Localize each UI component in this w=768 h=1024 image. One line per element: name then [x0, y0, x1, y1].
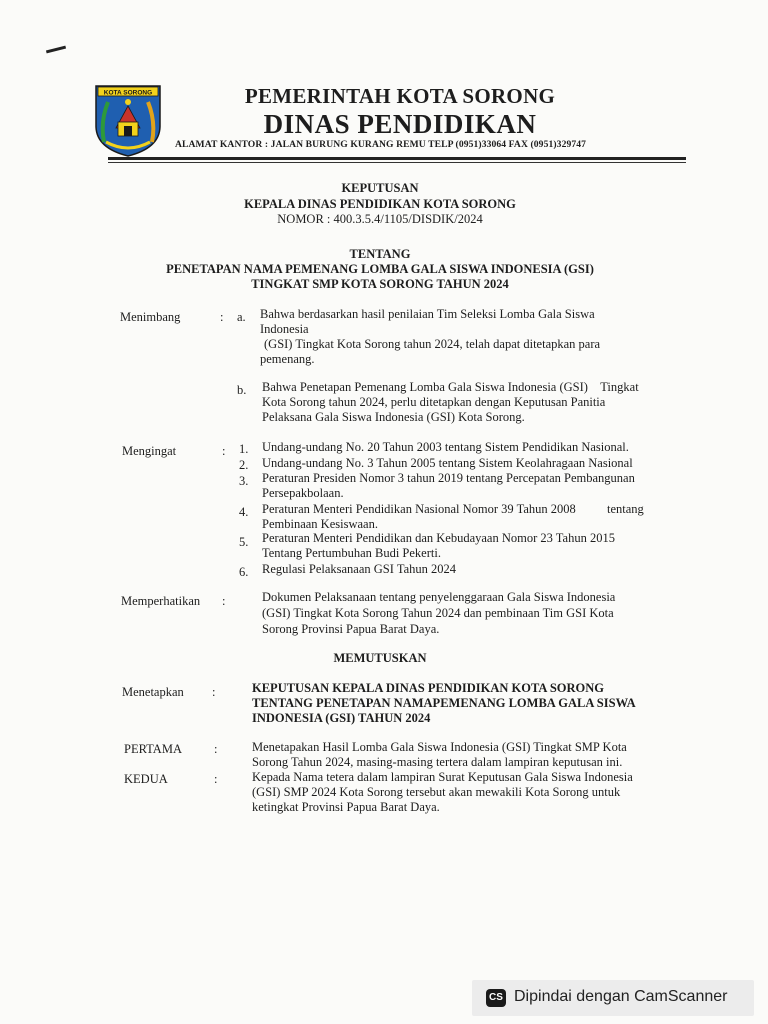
letterhead-address: ALAMAT KANTOR : JALAN BURUNG KURANG REMU TELP (0951)33064 FAX (0951)329747 — [175, 139, 587, 150]
mengingat-item-number: 1. — [239, 442, 249, 456]
mengingat-item-number: 3. — [239, 474, 249, 488]
menetapkan-line: INDONESIA (GSI) TAHUN 2024 — [252, 711, 431, 725]
kedua-colon: : — [214, 772, 218, 786]
camscanner-text: Dipindai dengan CamScanner — [514, 988, 728, 1005]
menimbang-colon: : — [220, 310, 224, 324]
decree-subject-line1: PENETAPAN NAMA PEMENANG LOMBA GALA SISWA INDONESIA (GSI) — [166, 262, 594, 276]
decree-subheading: KEPALA DINAS PENDIDIKAN KOTA SORONG — [244, 197, 516, 211]
decree-number: NOMOR : 400.3.5.4/1105/DISDIK/2024 — [277, 212, 483, 226]
mengingat-item-text: Peraturan Menteri Pendidikan dan Kebudayaan Nomor 23 Tahun 2015 — [262, 531, 615, 545]
memutuskan-heading: MEMUTUSKAN — [333, 651, 427, 665]
menimbang-b-line: Pelaksana Gala Siswa Indonesia (GSI) Kota Sorong. — [262, 410, 525, 424]
menimbang-b-line: Kota Sorong tahun 2024, perlu ditetapkan dengan Keputusan Panitia — [262, 395, 606, 409]
pen-mark — [46, 46, 66, 54]
mengingat-item-text: Regulasi Pelaksanaan GSI Tahun 2024 — [262, 562, 457, 576]
menimbang-b-line: Bahwa Penetapan Pemenang Lomba Gala Siswa Indonesia (GSI) Tingkat — [262, 380, 639, 394]
pertama-label: PERTAMA — [124, 742, 182, 756]
mengingat-item-text: Peraturan Presiden Nomor 3 tahun 2019 tentang Percepatan Pembangunan — [262, 471, 635, 485]
mengingat-item-text: Peraturan Menteri Pendidikan Nasional Nomor 39 Tahun 2008 tentang — [262, 502, 644, 516]
menetapkan-label: Menetapkan — [122, 685, 184, 699]
pertama-line: Sorong Tahun 2024, masing-masing tertera dalam lampiran keputusan ini. — [252, 755, 623, 769]
mengingat-item-number: 5. — [239, 535, 249, 549]
menimbang-a-marker: a. — [237, 310, 246, 324]
memperhatikan-line: Dokumen Pelaksanaan tentang penyelenggaraan Gala Siswa Indonesia — [262, 590, 616, 604]
mengingat-label: Mengingat — [122, 444, 177, 458]
menimbang-a-line: Bahwa berdasarkan hasil penilaian Tim Seleksi Lomba Gala Siswa — [260, 307, 595, 321]
mengingat-item-number: 4. — [239, 505, 249, 519]
letterhead-rule-thick — [108, 157, 686, 160]
menetapkan-line: KEPUTUSAN KEPALA DINAS PENDIDIKAN KOTA SORONG — [252, 681, 605, 695]
menimbang-a-line: Indonesia — [260, 322, 309, 336]
mengingat-item-number: 6. — [239, 565, 249, 579]
kedua-label: KEDUA — [124, 772, 168, 786]
kedua-line: ketingkat Provinsi Papua Barat Daya. — [252, 800, 440, 814]
kedua-line: Kepada Nama tetera dalam lampiran Surat Keputusan Gala Siswa Indonesia — [252, 770, 633, 784]
memperhatikan-label: Memperhatikan — [121, 594, 201, 608]
mengingat-colon: : — [222, 444, 226, 458]
svg-text:KOTA SORONG: KOTA SORONG — [103, 89, 153, 97]
letterhead-rule-thin — [108, 162, 686, 163]
memperhatikan-colon: : — [222, 594, 226, 608]
decree-heading: KEPUTUSAN — [341, 181, 419, 195]
mengingat-item-text: Pembinaan Kesiswaan. — [262, 517, 378, 531]
kedua-line: (GSI) SMP 2024 Kota Sorong tersebut akan mewakili Kota Sorong untuk — [252, 785, 621, 799]
mengingat-item-text: Persepakbolaan. — [262, 486, 344, 500]
camscanner-icon: CS — [486, 989, 506, 1007]
decree-subject-line2: TINGKAT SMP KOTA SORONG TAHUN 2024 — [251, 277, 509, 291]
menetapkan-colon: : — [212, 685, 216, 699]
decree-about: TENTANG — [349, 247, 411, 261]
memperhatikan-line: (GSI) Tingkat Kota Sorong Tahun 2024 dan pembinaan Tim GSI Kota — [262, 606, 614, 620]
letterhead-line2: DINAS PENDIDIKAN — [263, 109, 537, 139]
menetapkan-line: TENTANG PENETAPAN NAMAPEMENANG LOMBA GALA SISWA — [252, 696, 636, 710]
menimbang-label: Menimbang — [120, 310, 181, 324]
mengingat-item-text: Undang-undang No. 3 Tahun 2005 tentang Sistem Keolahragaan Nasional — [262, 456, 633, 470]
memperhatikan-line: Sorong Provinsi Papua Barat Daya. — [262, 622, 440, 636]
city-emblem-logo — [92, 82, 164, 158]
pertama-colon: : — [214, 742, 218, 756]
menimbang-a-line: pemenang. — [260, 352, 315, 366]
letterhead-line1: PEMERINTAH KOTA SORONG — [244, 84, 556, 108]
menimbang-b-marker: b. — [237, 383, 247, 397]
menimbang-a-line: (GSI) Tingkat Kota Sorong tahun 2024, telah dapat ditetapkan para — [264, 337, 601, 351]
mengingat-item-number: 2. — [239, 458, 249, 472]
pertama-line: Menetapakan Hasil Lomba Gala Siswa Indonesia (GSI) Tingkat SMP Kota — [252, 740, 627, 754]
mengingat-item-text: Undang-undang No. 20 Tahun 2003 tentang Sistem Pendidikan Nasional. — [262, 440, 629, 454]
mengingat-item-text: Tentang Pertumbuhan Budi Pekerti. — [262, 546, 441, 560]
